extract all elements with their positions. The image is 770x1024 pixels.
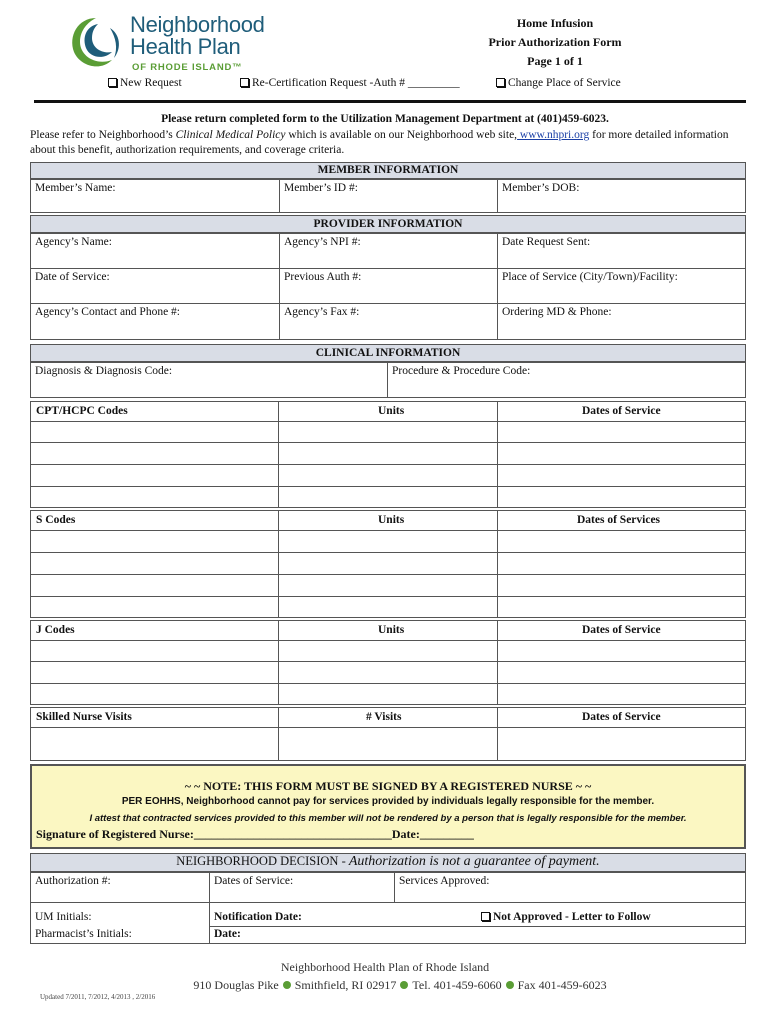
updated-date: Updated 7/2011, 7/2012, 4/2013 , 2/2016: [40, 993, 156, 1001]
um-initials-field[interactable]: UM Initials: Pharmacist’s Initials:: [30, 902, 210, 944]
place-of-service-field[interactable]: Place of Service (City/Town)/Facility:: [497, 268, 746, 304]
s-codes-header: S Codes: [36, 514, 76, 526]
footer-org: Neighborhood Health Plan of Rhode Island: [0, 960, 770, 975]
decision-heading: NEIGHBORHOOD DECISION - Authorization is not a guarantee of payment.: [30, 853, 746, 872]
cpt-codes-table: [30, 401, 746, 508]
j-units-header: Units: [378, 624, 405, 636]
procedure-field[interactable]: Procedure & Procedure Code:: [387, 362, 746, 398]
not-approved-checkbox[interactable]: [481, 912, 490, 921]
footer-address: 910 Douglas Pike Smithfield, RI 02917 Tel. 401-459-6060 Fax 401-459-6023: [193, 978, 607, 992]
logo-subtitle: OF RHODE ISLAND™: [132, 62, 243, 73]
new-request-checkbox[interactable]: [108, 78, 117, 87]
decision-date-label: Date:: [214, 928, 241, 940]
date-of-service-field[interactable]: Date of Service:: [30, 268, 280, 304]
change-place-checkbox[interactable]: [496, 78, 505, 87]
recertification-option[interactable]: Re-Certification Request -Auth # _________: [240, 77, 460, 89]
bullet-icon: [506, 981, 514, 989]
provider-info-heading: PROVIDER INFORMATION: [30, 215, 746, 233]
new-request-option[interactable]: New Request: [108, 77, 182, 89]
member-dob-field[interactable]: Member’s DOB:: [497, 179, 746, 213]
nurse-count-header: # Visits: [366, 711, 402, 723]
not-approved-option[interactable]: Not Approved - Letter to Follow: [481, 911, 651, 923]
s-dates-header: Dates of Services: [577, 514, 661, 526]
agency-name-field[interactable]: Agency’s Name:: [30, 233, 280, 269]
notification-field[interactable]: Notification Date: Date:: [209, 902, 746, 944]
rn-signature-line[interactable]: Signature of Registered Nurse:_________________________________Date:_________: [36, 827, 474, 841]
agency-contact-field[interactable]: Agency’s Contact and Phone #:: [30, 303, 280, 340]
page-indicator: Page 1 of 1: [527, 54, 583, 68]
note-attestation: I attest that contracted services provided to this member will not be rendered by a person that is legally responsible for the member.: [89, 813, 687, 824]
pharmacist-initials-label: Pharmacist’s Initials:: [35, 928, 132, 940]
j-codes-header: J Codes: [36, 624, 75, 636]
website-link[interactable]: www.nhpri.org: [517, 129, 590, 141]
previous-auth-field[interactable]: Previous Auth #:: [279, 268, 498, 304]
cpt-dates-header: Dates of Service: [582, 405, 661, 417]
recertification-checkbox[interactable]: [240, 78, 249, 87]
member-name-field[interactable]: Member’s Name:: [30, 179, 280, 213]
form-subtitle: Prior Authorization Form: [488, 35, 622, 49]
member-info-heading: MEMBER INFORMATION: [30, 162, 746, 179]
refer-instructions: Please refer to Neighborhood’s Clinical Medical Policy which is available on our Neighborhood web site, www.nhpri.org for more detailed information about this benefit, authorization requirements, and coverage criteria.: [30, 129, 729, 156]
return-instructions: Please return completed form to the Utilization Management Department at (401)459-6023.: [161, 113, 609, 125]
cpt-units-header: Units: [378, 405, 405, 417]
note-eohhs: PER EOHHS, Neighborhood cannot pay for services provided by individuals legally responsible for the member.: [121, 796, 655, 807]
bullet-icon: [400, 981, 408, 989]
bullet-icon: [283, 981, 291, 989]
nurse-dates-header: Dates of Service: [582, 711, 661, 723]
agency-fax-field[interactable]: Agency’s Fax #:: [279, 303, 498, 340]
nurse-visits-header: Skilled Nurse Visits: [36, 711, 132, 723]
decision-dates-field[interactable]: Dates of Service:: [209, 872, 395, 903]
nhp-logo-icon: [66, 14, 124, 72]
date-request-field[interactable]: Date Request Sent:: [497, 233, 746, 269]
services-approved-field[interactable]: Services Approved:: [394, 872, 746, 903]
authorization-number-field[interactable]: Authorization #:: [30, 872, 210, 903]
policy-reference: Clinical Medical Policy: [175, 129, 286, 141]
cpt-codes-header: CPT/HCPC Codes: [36, 405, 128, 417]
form-title: Home Infusion: [516, 16, 594, 30]
logo-wordmark: Neighborhood Health Plan: [130, 12, 265, 59]
header-divider: [34, 100, 746, 103]
ordering-md-field[interactable]: Ordering MD & Phone:: [497, 303, 746, 340]
note-headline: ~ ~ NOTE: THIS FORM MUST BE SIGNED BY A REGISTERED NURSE ~ ~: [184, 779, 592, 793]
change-place-option[interactable]: Change Place of Service: [496, 77, 621, 89]
agency-npi-field[interactable]: Agency’s NPI #:: [279, 233, 498, 269]
clinical-info-heading: CLINICAL INFORMATION: [30, 344, 746, 362]
s-units-header: Units: [378, 514, 405, 526]
j-dates-header: Dates of Service: [582, 624, 661, 636]
s-codes-table: [30, 510, 746, 618]
member-id-field[interactable]: Member’s ID #:: [279, 179, 498, 213]
diagnosis-field[interactable]: Diagnosis & Diagnosis Code:: [30, 362, 388, 398]
